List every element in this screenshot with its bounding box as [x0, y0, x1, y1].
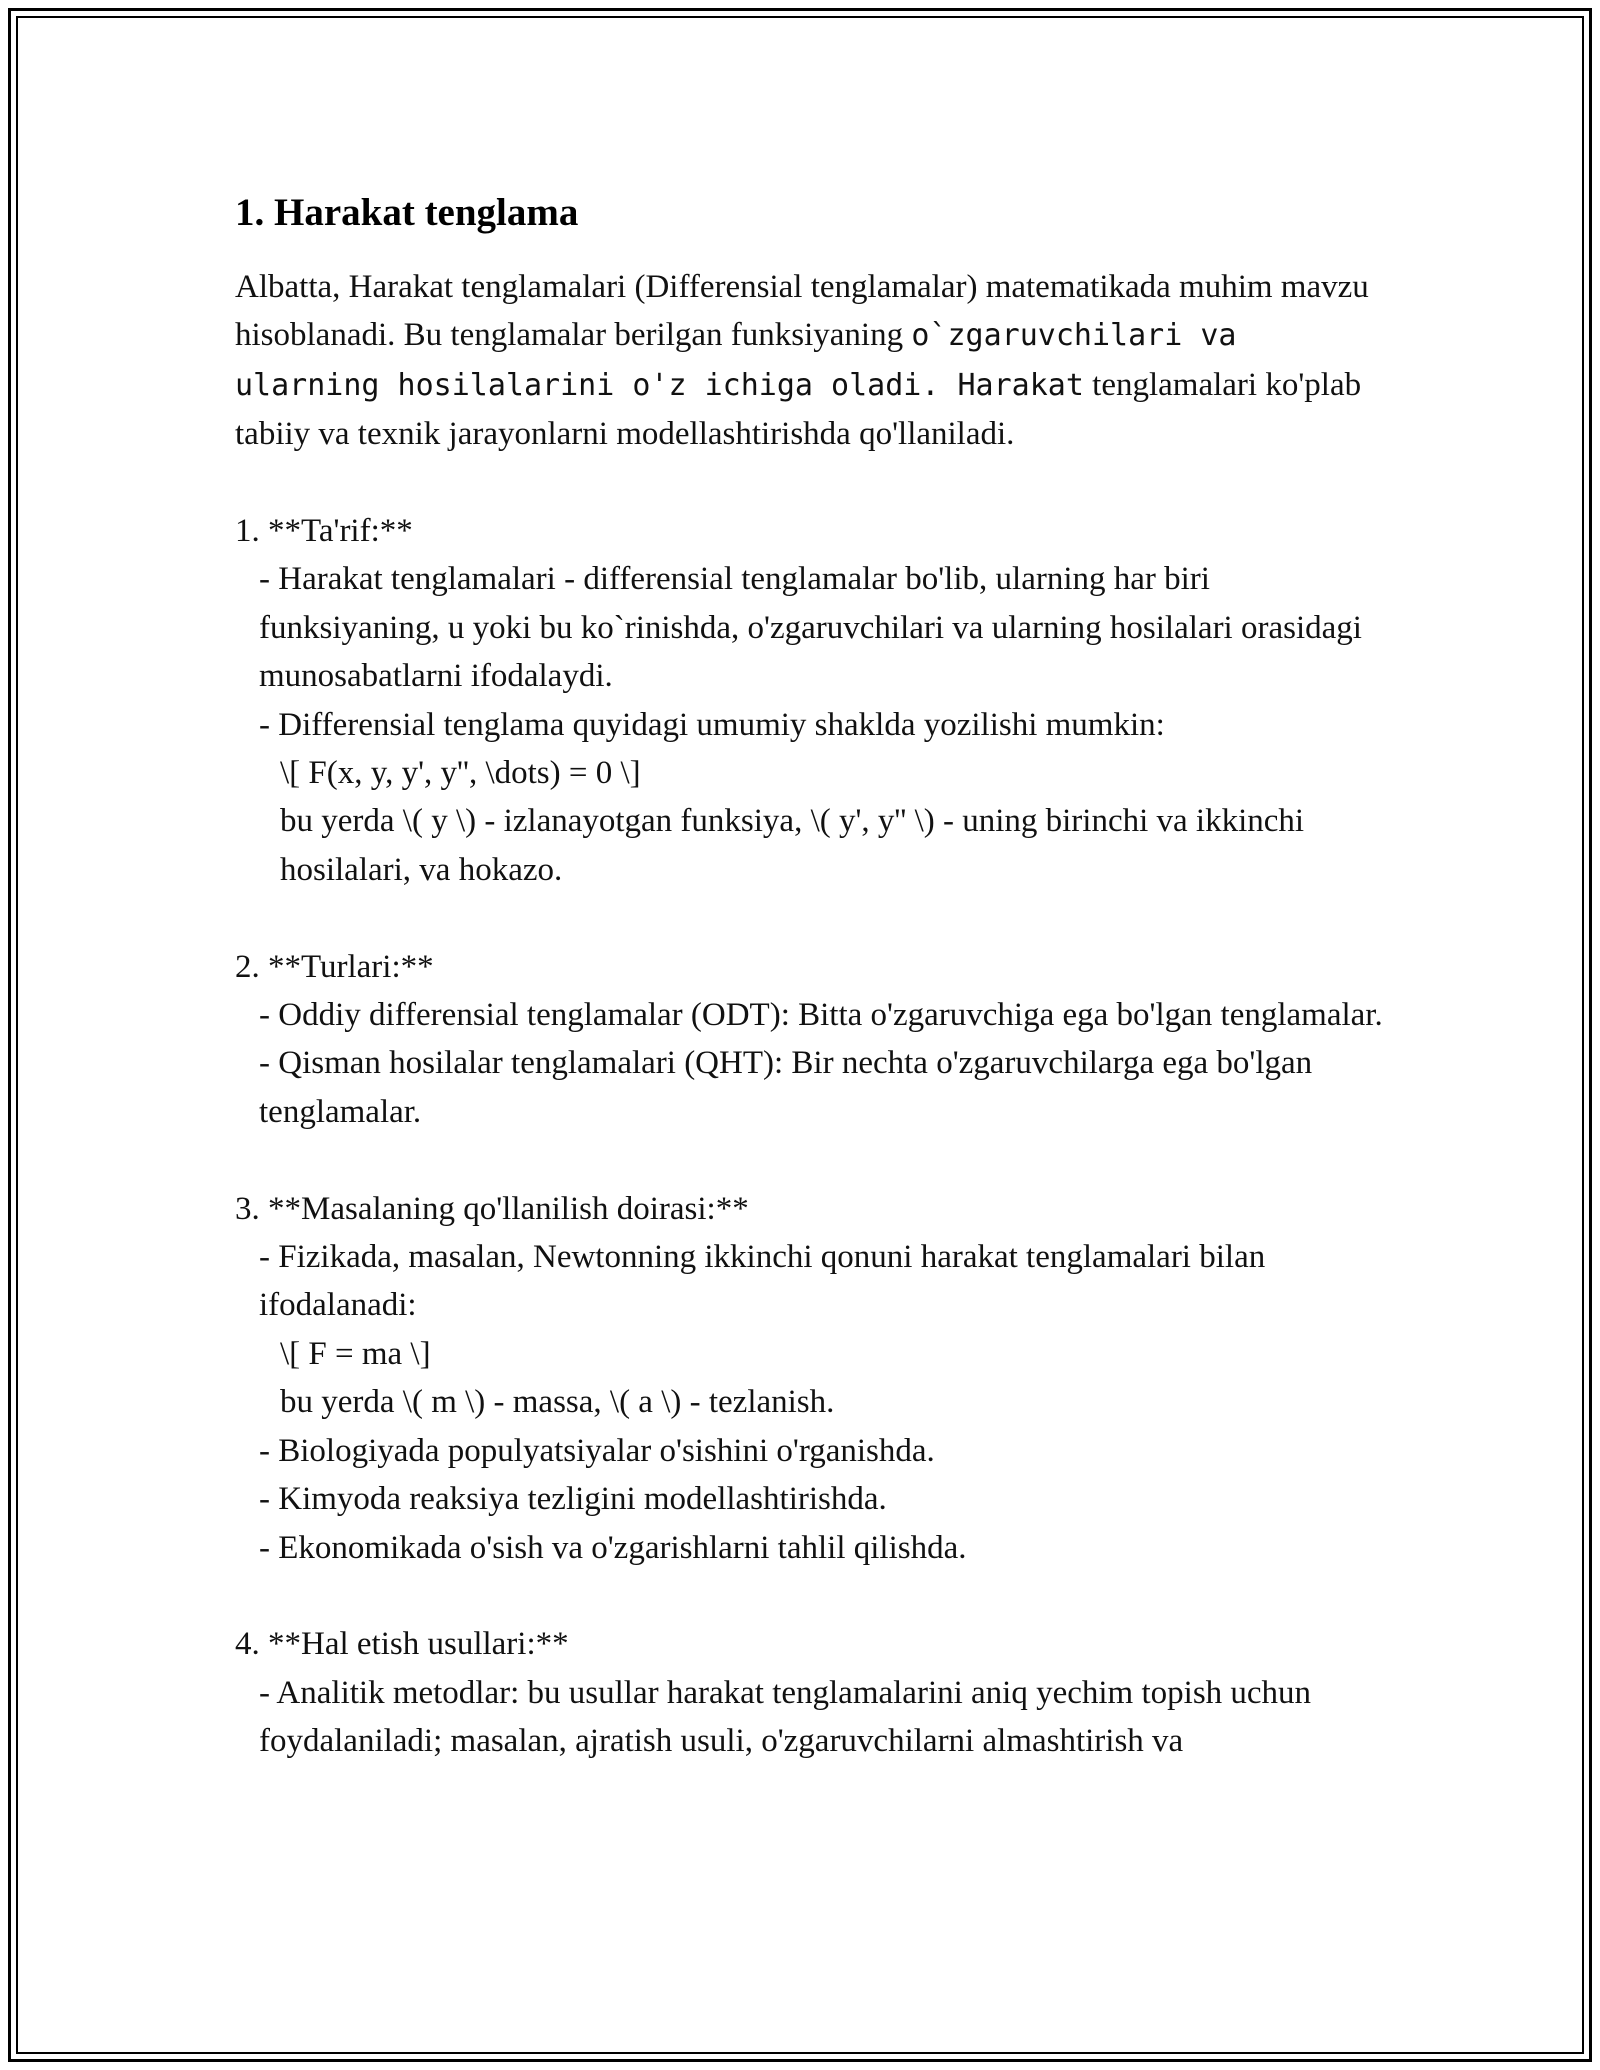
- intro-text-part2: o`zgaruvchilari va ularning hosilalarini o'z ichiga oladi. Harakat: [235, 318, 1237, 403]
- document-heading: 1. Harakat tenglama: [235, 191, 579, 234]
- intro-text-part1: Albatta, Harakat tenglamalari (Differensial tenglamalar) matematikada muhim mavzu hisoblanadi. Bu tenglamalar berilgan funksiyaning: [235, 269, 1369, 354]
- section-tarif: [235, 507, 1385, 894]
- sections-container: [235, 507, 1385, 1766]
- section-turlari: [235, 943, 1385, 1137]
- formula-line: \[ F = ma \]: [280, 1335, 431, 1372]
- bullet-line: - Biologiyada populyatsiyalar o'sishini o'rganishda.: [259, 1432, 935, 1469]
- formula-line: \[ F(x, y, y', y'', \dots) = 0 \]: [280, 755, 641, 792]
- bullet-line: - Kimyoda reaksiya tezligini modellashtirishda.: [259, 1481, 887, 1518]
- section-title: 4. **Hal etish usullari:**: [235, 1626, 569, 1663]
- bullet-line: - Oddiy differensial tenglamalar (ODT): Bitta o'zgaruvchiga ega bo'lgan tenglamalar.: [259, 997, 1383, 1034]
- section-title: 3. **Masalaning qo'llanilish doirasi:**: [235, 1190, 749, 1227]
- intro-text-part3: tenglamalari ko'plab tabiiy va texnik jarayonlarni modellashtirishda qo'llaniladi.: [235, 366, 1362, 453]
- formula-line: bu yerda \( y \) - izlanayotgan funksiya, \( y', y'' \) - uning birinchi va ikkinchi hosilalari, va hokazo.: [280, 803, 1313, 888]
- document-body: [235, 185, 1385, 1766]
- formula-line: bu yerda \( m \) - massa, \( a \) - tezlanish.: [280, 1384, 835, 1421]
- bullet-line: - Harakat tenglamalari - differensial tenglamalar bo'lib, ularning har biri funksiyaning, u yoki bu ko`rinishda, o'zgaruvchilari va ularning hosilalari orasidagi munosabatlarni ifodalaydi.: [259, 561, 1371, 695]
- section-title: 1. **Ta'rif:**: [235, 513, 413, 550]
- section-qollanilish: [235, 1185, 1385, 1572]
- section-hal-etish: [235, 1620, 1385, 1765]
- section-title: 2. **Turlari:**: [235, 948, 434, 985]
- bullet-line: - Differensial tenglama quyidagi umumiy shaklda yozilishi mumkin:: [259, 706, 1165, 743]
- bullet-line: - Analitik metodlar: bu usullar harakat tenglamalarini aniq yechim topish uchun foydalaniladi; masalan, ajratish usuli, o'zgaruvchilarni almashtirish va: [259, 1674, 1320, 1760]
- bullet-line: - Qisman hosilalar tenglamalari (QHT): Bir nechta o'zgaruvchilarga ega bo'lgan tenglamalar.: [259, 1045, 1321, 1130]
- bullet-line: - Fizikada, masalan, Newtonning ikkinchi qonuni harakat tenglamalari bilan ifodalanadi:: [259, 1239, 1274, 1324]
- intro-paragraph: [235, 263, 1385, 459]
- bullet-line: - Ekonomikada o'sish va o'zgarishlarni tahlil qilishda.: [259, 1529, 967, 1566]
